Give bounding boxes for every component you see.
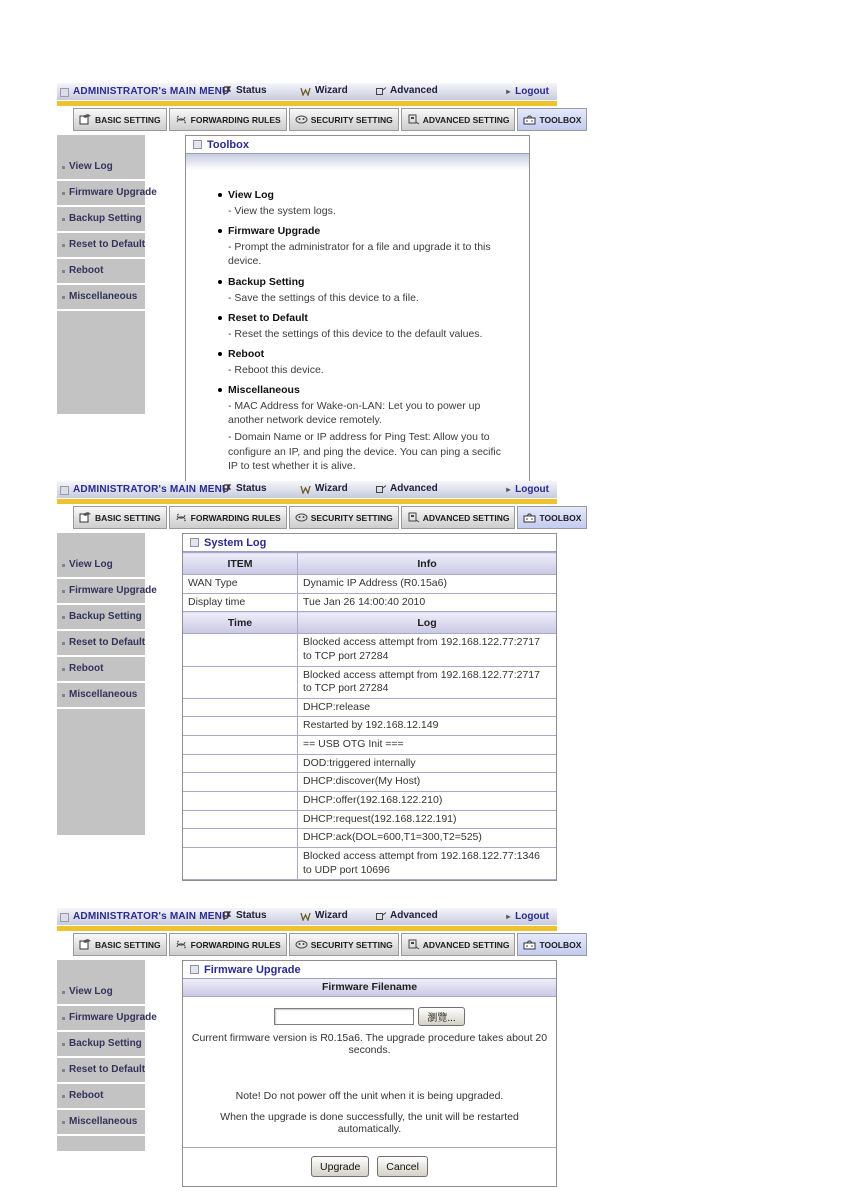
menu-item-status[interactable]: Status — [222, 483, 267, 494]
wizard-icon — [300, 484, 312, 494]
log-cell: DHCP:release — [298, 698, 557, 717]
sidebar-item-reboot[interactable]: Reboot — [57, 259, 145, 285]
toolbox-icon — [523, 939, 536, 950]
table-row — [183, 847, 556, 879]
window-icon — [60, 486, 69, 495]
feature-description: - Prompt the administrator for a file and upgrade it to this device. — [228, 241, 491, 268]
menu-item-advanced[interactable]: Advanced — [375, 483, 438, 494]
feature-description: - MAC Address for Wake-on-LAN: Let you to power up another network device remotely. — [228, 400, 481, 427]
log-cell: DHCP:offer(192.168.122.210) — [298, 792, 557, 811]
feature-heading: Reset to Default — [218, 312, 517, 324]
window-icon — [60, 88, 69, 97]
status-icon — [222, 911, 233, 921]
feature-heading: View Log — [218, 189, 517, 201]
filename-input-row — [183, 1007, 556, 1026]
log-cell: DHCP:discover(My Host) — [298, 773, 557, 792]
tab-advanced-setting[interactable]: ADVANCED SETTING — [401, 933, 516, 956]
yellow-divider-bar — [57, 926, 557, 931]
log-cell: DHCP:request(192.168.122.191) — [298, 810, 557, 829]
feature-description: - Reset the settings of this device to the default values. — [228, 327, 483, 340]
basic-setting-icon — [79, 512, 92, 523]
admin-main-menu-title: ADMINISTRATOR's MAIN MENU — [73, 86, 230, 97]
basic-setting-icon — [79, 939, 92, 950]
time-cell — [183, 736, 298, 755]
firmware-version-text: Current firmware version is R0.15a6. The upgrade procedure takes about 20 seconds. — [191, 1032, 548, 1056]
info-column-header: Info — [298, 553, 557, 575]
tab-security-setting[interactable]: SECURITY SETTING — [289, 108, 399, 131]
feature-description: - View the system logs. — [228, 205, 336, 217]
basic-setting-icon — [79, 114, 92, 125]
sidebar-nav — [57, 960, 157, 1151]
sidebar-nav — [57, 533, 157, 835]
advanced-setting-icon — [407, 114, 420, 125]
cancel-button[interactable]: Cancel — [377, 1156, 428, 1177]
wizard-icon — [300, 86, 312, 96]
firmware-upgrade-header — [183, 961, 556, 979]
sidebar-nav — [57, 135, 157, 414]
top-menu-bar — [57, 481, 557, 498]
log-cell: Restarted by 192.168.12.149 — [298, 717, 557, 736]
section-square-icon — [193, 140, 202, 149]
log-cell: == USB OTG Init === — [298, 736, 557, 755]
upgrade-note-2: When the upgrade is done successfully, the unit will be restarted automatically. — [220, 1111, 519, 1135]
section-square-icon — [190, 538, 199, 547]
item-cell: Display time — [183, 593, 298, 612]
time-cell — [183, 792, 298, 811]
item-column-header: ITEM — [183, 553, 298, 575]
log-cell: Blocked access attempt from 192.168.122.77:1346 to UDP port 10696 — [298, 847, 557, 879]
toolbox-feature-list — [186, 170, 529, 488]
sidebar-item-view-log[interactable]: View Log — [57, 553, 145, 579]
toolbox-icon — [523, 512, 536, 523]
tab-toolbox[interactable]: TOOLBOX — [517, 506, 587, 529]
sidebar-item-backup-setting[interactable]: Backup Setting — [57, 207, 145, 233]
tab-basic-setting[interactable]: BASIC SETTING — [73, 933, 167, 956]
item-cell: WAN Type — [183, 575, 298, 594]
time-cell — [183, 698, 298, 717]
time-cell — [183, 773, 298, 792]
tab-forwarding-rules[interactable]: FORWARDING RULES — [169, 506, 287, 529]
toolbox-icon — [523, 114, 536, 125]
logout-link[interactable]: ▸ Logout — [506, 86, 549, 97]
firmware-upgrade-content — [182, 960, 557, 1187]
screenshot-toolbox — [57, 83, 582, 489]
menu-item-advanced[interactable]: Advanced — [375, 910, 438, 921]
table-row — [183, 717, 556, 736]
security-setting-icon — [295, 939, 308, 950]
section-square-icon — [190, 965, 199, 974]
feature-heading: Firmware Upgrade — [218, 225, 517, 237]
sidebar-spacer — [57, 1136, 145, 1160]
admin-main-menu-title: ADMINISTRATOR's MAIN MENU — [73, 911, 230, 922]
info-cell: Tue Jan 26 14:00:40 2010 — [298, 593, 557, 612]
table-row — [183, 634, 556, 666]
upgrade-button[interactable]: Upgrade — [311, 1156, 369, 1177]
menu-item-wizard[interactable]: Wizard — [300, 483, 348, 494]
advanced-icon — [375, 86, 387, 96]
menu-item-advanced[interactable]: Advanced — [375, 85, 438, 96]
tab-advanced-setting[interactable]: ADVANCED SETTING — [401, 506, 516, 529]
menu-item-status[interactable]: Status — [222, 85, 267, 96]
table-row — [183, 792, 556, 811]
time-cell — [183, 634, 298, 666]
advanced-icon — [375, 484, 387, 494]
logout-arrow-icon: ▸ — [506, 87, 511, 96]
sidebar-item-firmware-upgrade[interactable]: Firmware Upgrade — [57, 1006, 145, 1032]
yellow-divider-bar — [57, 101, 557, 106]
feature-description: - Save the settings of this device to a file. — [228, 291, 419, 304]
time-cell — [183, 810, 298, 829]
advanced-setting-icon — [407, 512, 420, 523]
bullet-icon — [218, 193, 222, 197]
sidebar-item-firmware-upgrade[interactable]: Firmware Upgrade — [57, 579, 145, 605]
tab-advanced-setting[interactable]: ADVANCED SETTING — [401, 108, 516, 131]
admin-main-menu-title: ADMINISTRATOR's MAIN MENU — [73, 484, 230, 495]
bullet-icon — [218, 388, 222, 392]
feature-heading: Backup Setting — [218, 276, 517, 288]
table-row — [183, 773, 556, 792]
firmware-filename-input[interactable] — [274, 1008, 414, 1025]
sidebar-item-miscellaneous[interactable]: Miscellaneous — [57, 285, 145, 311]
time-cell — [183, 754, 298, 773]
sidebar-item-firmware-upgrade[interactable]: Firmware Upgrade — [57, 181, 145, 207]
bullet-icon — [218, 316, 222, 320]
table-row — [183, 666, 556, 698]
sidebar-item-reset-to-default[interactable]: Reset to Default — [57, 233, 145, 259]
forwarding-rules-icon — [175, 512, 188, 523]
system-log-header — [183, 534, 556, 552]
panel-body — [57, 960, 557, 1187]
tab-bar — [57, 108, 582, 131]
info-header-row — [183, 553, 556, 575]
firmware-filename-header: Firmware Filename — [183, 979, 556, 997]
tab-bar — [57, 506, 582, 529]
top-menu-bar — [57, 908, 557, 925]
log-cell: DHCP:ack(DOL=600,T1=300,T2=525) — [298, 829, 557, 848]
forwarding-rules-icon — [175, 114, 188, 125]
time-cell — [183, 666, 298, 698]
menu-item-wizard[interactable]: Wizard — [300, 85, 348, 96]
window-icon — [60, 913, 69, 922]
log-cell: Blocked access attempt from 192.168.122.77:2717 to TCP port 27284 — [298, 666, 557, 698]
log-cell: DOD:triggered internally — [298, 754, 557, 773]
bullet-icon — [218, 280, 222, 284]
advanced-setting-icon — [407, 939, 420, 950]
tab-security-setting[interactable]: SECURITY SETTING — [289, 933, 399, 956]
logout-link[interactable]: ▸ Logout — [506, 911, 549, 922]
log-header-row — [183, 612, 556, 634]
time-cell — [183, 717, 298, 736]
sidebar-item-reboot[interactable]: Reboot — [57, 1084, 145, 1110]
bullet-icon — [218, 352, 222, 356]
feature-description: - Reboot this device. — [228, 363, 324, 376]
sidebar-item-backup-setting[interactable]: Backup Setting — [57, 605, 145, 631]
page-title: System Log — [204, 536, 267, 549]
menu-item-status[interactable]: Status — [222, 910, 267, 921]
feature-description: - Domain Name or IP address for Ping Test: Allow you to configure an IP, and ping the device. You can ping a secific IP to test whether it is alive. — [228, 431, 502, 472]
sidebar-item-backup-setting[interactable]: Backup Setting — [57, 1032, 145, 1058]
toolbox-header — [186, 136, 529, 154]
logout-arrow-icon: ▸ — [506, 912, 511, 921]
upgrade-note-1: Note! Do not power off the unit when it is being upgraded. — [235, 1090, 504, 1102]
bullet-icon — [218, 229, 222, 233]
time-column-header: Time — [183, 612, 298, 634]
screenshot-system-log — [57, 481, 582, 881]
sidebar-item-reset-to-default[interactable]: Reset to Default — [57, 631, 145, 657]
sidebar-item-reboot[interactable]: Reboot — [57, 657, 145, 683]
info-cell: Dynamic IP Address (R0.15a6) — [298, 575, 557, 594]
tab-toolbox[interactable]: TOOLBOX — [517, 108, 587, 131]
sidebar-item-miscellaneous[interactable]: Miscellaneous — [57, 1110, 145, 1136]
page-title: Firmware Upgrade — [204, 963, 301, 976]
table-row — [183, 754, 556, 773]
table-row — [183, 593, 556, 612]
table-row — [183, 698, 556, 717]
status-icon — [222, 86, 233, 96]
table-row — [183, 575, 556, 594]
page-title: Toolbox — [207, 138, 249, 151]
log-column-header: Log — [298, 612, 557, 634]
browse-button[interactable]: 瀏覽... — [418, 1007, 464, 1026]
menu-item-wizard[interactable]: Wizard — [300, 910, 348, 921]
top-menu-bar — [57, 83, 557, 100]
advanced-icon — [375, 911, 387, 921]
table-row — [183, 736, 556, 755]
header-gradient-band — [186, 154, 529, 170]
sidebar-item-miscellaneous[interactable]: Miscellaneous — [57, 683, 145, 709]
time-cell — [183, 847, 298, 879]
logout-arrow-icon: ▸ — [506, 485, 511, 494]
time-cell — [183, 829, 298, 848]
security-setting-icon — [295, 114, 308, 125]
tab-toolbox[interactable]: TOOLBOX — [517, 933, 587, 956]
sidebar-item-reset-to-default[interactable]: Reset to Default — [57, 1058, 145, 1084]
status-icon — [222, 484, 233, 494]
logout-link[interactable]: ▸ Logout — [506, 484, 549, 495]
system-log-content — [182, 533, 557, 881]
screenshot-firmware-upgrade — [57, 908, 582, 1187]
tab-forwarding-rules[interactable]: FORWARDING RULES — [169, 933, 287, 956]
tab-bar — [57, 933, 582, 956]
toolbox-content — [185, 135, 530, 489]
sidebar-item-view-log[interactable]: View Log — [57, 155, 145, 181]
wizard-icon — [300, 911, 312, 921]
sidebar-item-view-log[interactable]: View Log — [57, 980, 145, 1006]
action-buttons-row — [183, 1148, 556, 1186]
tab-security-setting[interactable]: SECURITY SETTING — [289, 506, 399, 529]
panel-body — [57, 135, 557, 489]
table-row — [183, 810, 556, 829]
yellow-divider-bar — [57, 499, 557, 504]
forwarding-rules-icon — [175, 939, 188, 950]
system-log-table — [183, 552, 556, 880]
tab-basic-setting[interactable]: BASIC SETTING — [73, 108, 167, 131]
feature-heading: Miscellaneous — [218, 384, 517, 396]
feature-heading: Reboot — [218, 348, 517, 360]
table-row — [183, 829, 556, 848]
panel-body — [57, 533, 557, 881]
log-cell: Blocked access attempt from 192.168.122.77:2717 to TCP port 27284 — [298, 634, 557, 666]
security-setting-icon — [295, 512, 308, 523]
tab-basic-setting[interactable]: BASIC SETTING — [73, 506, 167, 529]
tab-forwarding-rules[interactable]: FORWARDING RULES — [169, 108, 287, 131]
